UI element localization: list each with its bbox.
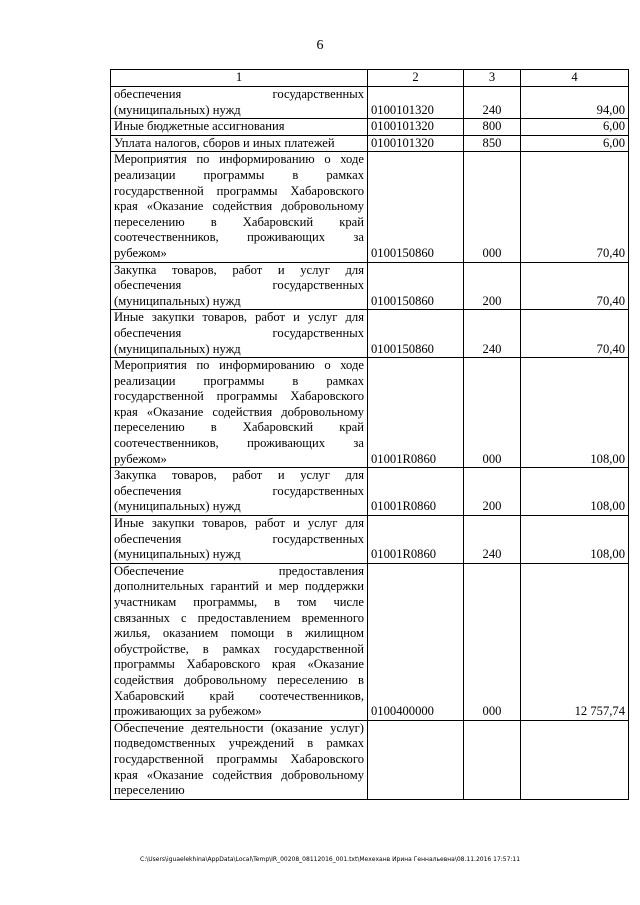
row-amount: 108,00 [521, 516, 629, 564]
row-name: Иные закупки товаров, работ и услуг для обеспечения государственных (муниципальных) нужд [111, 516, 368, 564]
row-amount: 6,00 [521, 135, 629, 152]
row-name: Обеспечение деятельности (оказание услуг) подведомственных учреждений в рамках государственной программы Хабаровского края «Оказание содействия добровольному переселению [111, 720, 368, 799]
row-vr: 240 [464, 516, 521, 564]
row-vr: 000 [464, 563, 521, 720]
row-name: Иные бюджетные ассигнования [111, 119, 368, 136]
row-amount: 94,00 [521, 87, 629, 119]
table-row [111, 468, 629, 516]
table-row [111, 720, 629, 799]
row-code: 0100150860 [368, 152, 464, 262]
column-header-code: 2 [368, 70, 464, 87]
row-name: Закупка товаров, работ и услуг для обеспечения государственных (муниципальных) нужд [111, 468, 368, 516]
row-vr: 850 [464, 135, 521, 152]
row-vr: 200 [464, 468, 521, 516]
row-name: обеспечения государственных (муниципальных) нужд [111, 87, 368, 119]
row-code: 0100150860 [368, 262, 464, 310]
table-row [111, 310, 629, 358]
row-amount: 12 757,74 [521, 563, 629, 720]
column-header-amount: 4 [521, 70, 629, 87]
row-amount: 70,40 [521, 262, 629, 310]
row-code: 01001R0860 [368, 516, 464, 564]
table-row [111, 358, 629, 468]
table-row [111, 262, 629, 310]
row-code: 0100150860 [368, 310, 464, 358]
row-code: 0100101320 [368, 119, 464, 136]
column-header-vr: 3 [464, 70, 521, 87]
row-code: 01001R0860 [368, 358, 464, 468]
row-amount: 108,00 [521, 358, 629, 468]
row-name: Обеспечение предоставления дополнительных гарантий и мер поддержки участникам программы, в том числе связанных с предоставлением временного жилья, оказанием помощи в жилищном обустройстве, в рамках государственной программы Хабаровского края «Оказание содействия добровольному переселению в Хабаровский край соотечественников, проживающих за рубежом» [111, 563, 368, 720]
table-row [111, 135, 629, 152]
table-row [111, 563, 629, 720]
row-vr: 240 [464, 310, 521, 358]
table-row [111, 152, 629, 262]
row-vr [464, 720, 521, 799]
table-header-row [111, 70, 629, 87]
row-name: Мероприятия по информированию о ходе реализации программы в рамках государственной программы Хабаровского края «Оказание содействия добровольному переселению в Хабаровский край соотечественников, проживающих за рубежом» [111, 152, 368, 262]
table-row [111, 87, 629, 119]
row-code: 0100101320 [368, 87, 464, 119]
budget-table [110, 69, 629, 800]
row-amount: 6,00 [521, 119, 629, 136]
row-vr: 800 [464, 119, 521, 136]
table-row [111, 516, 629, 564]
row-code: 0100400000 [368, 563, 464, 720]
column-header-name: 1 [111, 70, 368, 87]
row-vr: 240 [464, 87, 521, 119]
row-amount: 108,00 [521, 468, 629, 516]
row-name: Иные закупки товаров, работ и услуг для обеспечения государственных (муниципальных) нужд [111, 310, 368, 358]
row-vr: 000 [464, 152, 521, 262]
row-code [368, 720, 464, 799]
row-amount: 70,40 [521, 152, 629, 262]
table-row [111, 119, 629, 136]
row-vr: 200 [464, 262, 521, 310]
row-code: 0100101320 [368, 135, 464, 152]
row-amount [521, 720, 629, 799]
row-code: 01001R0860 [368, 468, 464, 516]
row-vr: 000 [464, 358, 521, 468]
footer-file-path: C:\Users\iguaelekhina\AppData\Local\Temp\IR_00208_08112016_001.txt\Мехеханв Ирина Геннальевна\08.11.2016 17:57:11 [140, 856, 521, 863]
page-number: 6 [316, 38, 324, 53]
row-name: Закупка товаров, работ и услуг для обеспечения государственных (муниципальных) нужд [111, 262, 368, 310]
row-name: Мероприятия по информированию о ходе реализации программы в рамках государственной программы Хабаровского края «Оказание содействия добровольному переселению в Хабаровский край соотечественников, проживающих за рубежом» [111, 358, 368, 468]
row-name: Уплата налогов, сборов и иных платежей [111, 135, 368, 152]
row-amount: 70,40 [521, 310, 629, 358]
